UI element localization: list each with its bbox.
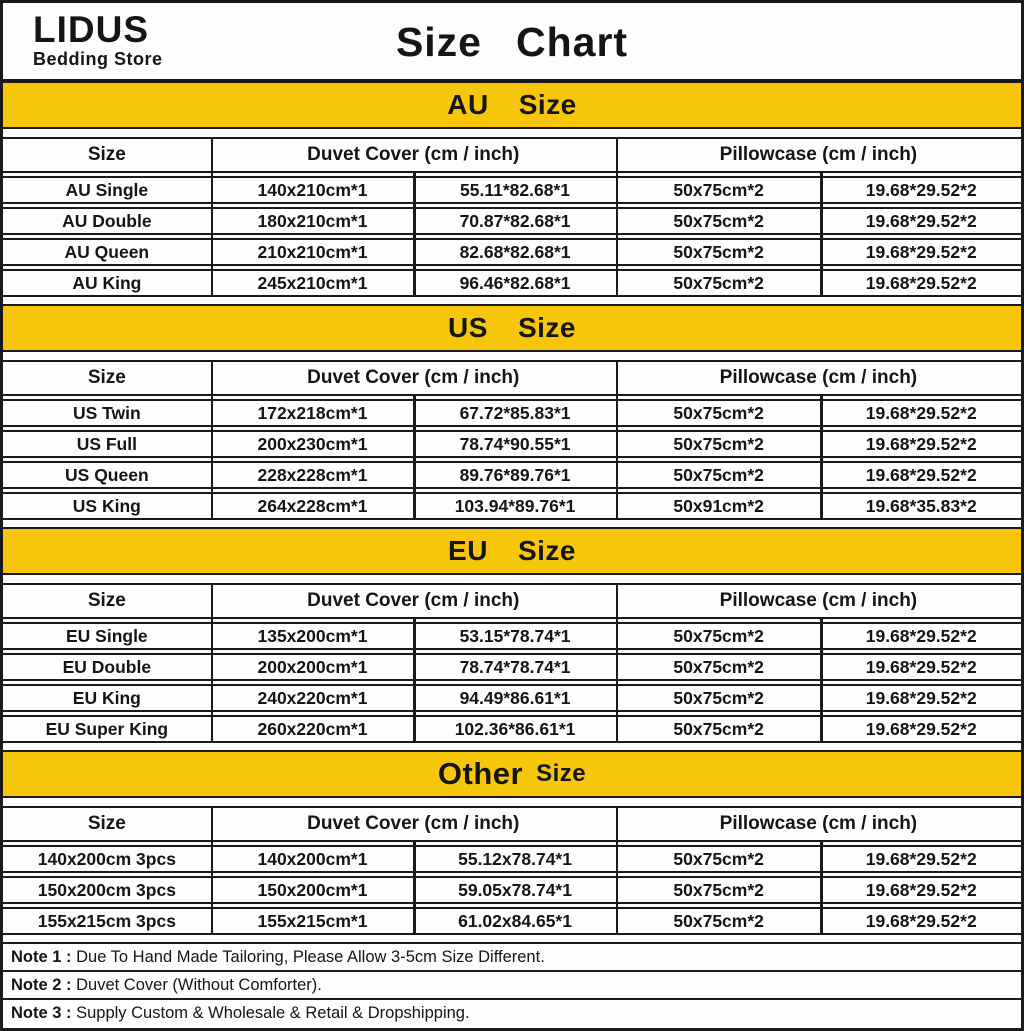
- pillowcase-cm-cell: 50x75cm*2: [673, 433, 764, 454]
- size-cell: EU King: [72, 687, 141, 708]
- pillowcase-inch-cell: 19.68*29.52*2: [865, 464, 977, 485]
- au-size-section: [3, 81, 1021, 297]
- table-row: [3, 238, 1021, 266]
- size-cell: US Twin: [72, 402, 141, 423]
- pillowcase-cm-cell: 50x75cm*2: [673, 848, 764, 869]
- other-size-table: [3, 806, 1021, 935]
- duvet-cm-cell: 140x200cm*1: [257, 848, 368, 869]
- brand-name: LIDUS: [33, 9, 149, 50]
- pillowcase-inch-cell: 19.68*29.52*2: [865, 272, 977, 293]
- pillowcase-inch-cell: 19.68*35.83*2: [865, 495, 977, 516]
- size-column-header: Size: [87, 813, 126, 834]
- table-row: [3, 907, 1021, 935]
- column-divider: [211, 583, 213, 743]
- banner-region-label: AU: [447, 89, 489, 120]
- column-divider: [413, 396, 416, 520]
- duvet-inch-cell: 78.74*78.74*1: [459, 656, 571, 677]
- pillowcase-inch-cell: 19.68*29.52*2: [865, 241, 977, 262]
- table-row: [3, 715, 1021, 743]
- note-row: [3, 972, 1021, 1000]
- duvet-cover-column-header: Duvet Cover (cm / inch): [307, 813, 520, 834]
- page-header: [3, 3, 1021, 81]
- size-column-header: Size: [87, 144, 126, 165]
- duvet-cm-cell: 135x200cm*1: [257, 625, 368, 646]
- pillowcase-cm-cell: 50x75cm*2: [673, 879, 764, 900]
- duvet-cm-cell: 180x210cm*1: [257, 210, 368, 231]
- duvet-inch-cell: 94.49*86.61*1: [459, 687, 571, 708]
- duvet-cm-cell: 200x230cm*1: [257, 433, 368, 454]
- au-size-table: [3, 137, 1021, 297]
- duvet-inch-cell: 67.72*85.83*1: [459, 402, 571, 423]
- pillowcase-inch-cell: 19.68*29.52*2: [865, 625, 977, 646]
- pillowcase-inch-cell: 19.68*29.52*2: [865, 402, 977, 423]
- duvet-cm-cell: 155x215cm*1: [257, 910, 368, 931]
- size-column-header: Size: [87, 367, 126, 388]
- size-cell: US Full: [76, 433, 137, 454]
- duvet-inch-cell: 102.36*86.61*1: [454, 718, 576, 739]
- duvet-inch-cell: 70.87*82.68*1: [459, 210, 571, 231]
- other-size-banner: [3, 750, 1021, 798]
- pillowcase-cm-cell: 50x75cm*2: [673, 402, 764, 423]
- us-size-section: [3, 304, 1021, 520]
- duvet-cm-cell: 140x210cm*1: [257, 179, 368, 200]
- size-cell: EU Double: [62, 656, 152, 677]
- duvet-inch-cell: 53.15*78.74*1: [459, 625, 571, 646]
- column-divider: [820, 619, 823, 743]
- pillowcase-cm-cell: 50x75cm*2: [673, 464, 764, 485]
- duvet-inch-cell: 96.46*82.68*1: [459, 272, 571, 293]
- column-divider: [211, 806, 213, 935]
- pillowcase-inch-cell: 19.68*29.52*2: [865, 433, 977, 454]
- size-cell: AU Queen: [64, 241, 150, 262]
- banner-size-label: Size: [517, 312, 576, 343]
- size-cell: EU Single: [65, 625, 148, 646]
- duvet-inch-cell: 59.05x78.74*1: [458, 879, 572, 900]
- note-label: Note 3 :: [11, 1004, 72, 1022]
- pillowcase-inch-cell: 19.68*29.52*2: [865, 910, 977, 931]
- duvet-cm-cell: 228x228cm*1: [257, 464, 368, 485]
- brand-subtitle: Bedding Store: [33, 49, 163, 69]
- duvet-inch-cell: 89.76*89.76*1: [459, 464, 571, 485]
- other-size-section: [3, 750, 1021, 935]
- column-divider: [211, 360, 213, 520]
- pillowcase-column-header: Pillowcase (cm / inch): [719, 367, 918, 388]
- duvet-cover-column-header: Duvet Cover (cm / inch): [307, 367, 520, 388]
- column-divider: [616, 583, 618, 743]
- column-divider: [820, 173, 823, 297]
- pillowcase-cm-cell: 50x75cm*2: [673, 625, 764, 646]
- column-header-row: [3, 806, 1021, 842]
- size-cell: US Queen: [65, 464, 149, 485]
- note-label: Note 1 :: [11, 948, 72, 966]
- duvet-cm-cell: 245x210cm*1: [257, 272, 368, 293]
- note-label: Note 2 :: [11, 976, 72, 994]
- size-cell: US King: [72, 495, 141, 516]
- size-cell: AU Double: [62, 210, 152, 231]
- banner-region-label: Other: [437, 756, 524, 791]
- au-size-banner: [3, 81, 1021, 129]
- table-row: [3, 492, 1021, 520]
- column-divider: [413, 173, 416, 297]
- column-header-row: [3, 137, 1021, 173]
- table-row: [3, 399, 1021, 427]
- size-cell: 155x215cm 3pcs: [37, 910, 176, 931]
- pillowcase-cm-cell: 50x75cm*2: [673, 687, 764, 708]
- table-row: [3, 461, 1021, 489]
- pillowcase-inch-cell: 19.68*29.52*2: [865, 210, 977, 231]
- title-word-size: Size: [395, 19, 482, 65]
- pillowcase-column-header: Pillowcase (cm / inch): [719, 813, 918, 834]
- notes-box: [3, 942, 1021, 1028]
- note-text: Duvet Cover (Without Comforter).: [76, 976, 322, 994]
- duvet-inch-cell: 55.12x78.74*1: [458, 848, 572, 869]
- column-header-row: [3, 360, 1021, 396]
- column-divider: [413, 619, 416, 743]
- column-divider: [211, 137, 213, 297]
- table-row: [3, 269, 1021, 297]
- pillowcase-cm-cell: 50x75cm*2: [673, 210, 764, 231]
- table-row: [3, 684, 1021, 712]
- title-word-chart: Chart: [515, 19, 629, 65]
- eu-size-section: [3, 527, 1021, 743]
- table-row: [3, 176, 1021, 204]
- pillowcase-column-header: Pillowcase (cm / inch): [719, 144, 918, 165]
- duvet-inch-cell: 78.74*90.55*1: [459, 433, 571, 454]
- duvet-cover-column-header: Duvet Cover (cm / inch): [307, 590, 520, 611]
- banner-size-label: Size: [536, 760, 587, 787]
- pillowcase-cm-cell: 50x75cm*2: [673, 718, 764, 739]
- duvet-inch-cell: 55.11*82.68*1: [460, 179, 571, 200]
- column-divider: [413, 842, 416, 935]
- pillowcase-inch-cell: 19.68*29.52*2: [865, 718, 977, 739]
- banner-size-label: Size: [518, 89, 577, 120]
- banner-size-label: Size: [517, 535, 576, 566]
- pillowcase-cm-cell: 50x75cm*2: [673, 241, 764, 262]
- size-cell: EU Super King: [45, 718, 169, 739]
- duvet-cm-cell: 150x200cm*1: [257, 879, 368, 900]
- page-title: [3, 19, 1021, 69]
- eu-size-table: [3, 583, 1021, 743]
- duvet-cm-cell: 210x210cm*1: [257, 241, 368, 262]
- us-size-banner: [3, 304, 1021, 352]
- pillowcase-inch-cell: 19.68*29.52*2: [865, 848, 977, 869]
- note-row: [3, 944, 1021, 972]
- duvet-cm-cell: 200x200cm*1: [257, 656, 368, 677]
- column-header-row: [3, 583, 1021, 619]
- duvet-cm-cell: 260x220cm*1: [257, 718, 368, 739]
- table-row: [3, 430, 1021, 458]
- pillowcase-cm-cell: 50x91cm*2: [673, 495, 764, 516]
- note-text: Supply Custom & Wholesale & Retail & Dropshipping.: [76, 1004, 470, 1022]
- banner-region-label: US: [448, 312, 488, 343]
- note-text: Due To Hand Made Tailoring, Please Allow 3-5cm Size Different.: [76, 948, 545, 966]
- eu-size-banner: [3, 527, 1021, 575]
- duvet-inch-cell: 61.02x84.65*1: [458, 910, 572, 931]
- pillowcase-cm-cell: 50x75cm*2: [673, 656, 764, 677]
- table-row: [3, 622, 1021, 650]
- duvet-cover-column-header: Duvet Cover (cm / inch): [307, 144, 520, 165]
- table-row: [3, 876, 1021, 904]
- us-size-table: [3, 360, 1021, 520]
- pillowcase-inch-cell: 19.68*29.52*2: [865, 179, 977, 200]
- pillowcase-column-header: Pillowcase (cm / inch): [719, 590, 918, 611]
- pillowcase-cm-cell: 50x75cm*2: [673, 910, 764, 931]
- pillowcase-inch-cell: 19.68*29.52*2: [865, 656, 977, 677]
- column-divider: [616, 806, 618, 935]
- table-row: [3, 653, 1021, 681]
- size-cell: 150x200cm 3pcs: [37, 879, 176, 900]
- banner-region-label: EU: [448, 535, 488, 566]
- column-divider: [616, 360, 618, 520]
- duvet-cm-cell: 240x220cm*1: [257, 687, 368, 708]
- duvet-inch-cell: 103.94*89.76*1: [454, 495, 576, 516]
- size-cell: AU Single: [65, 179, 149, 200]
- table-row: [3, 207, 1021, 235]
- duvet-inch-cell: 82.68*82.68*1: [459, 241, 571, 262]
- pillowcase-inch-cell: 19.68*29.52*2: [865, 687, 977, 708]
- pillowcase-inch-cell: 19.68*29.52*2: [865, 879, 977, 900]
- size-column-header: Size: [87, 590, 126, 611]
- table-row: [3, 845, 1021, 873]
- size-cell: AU King: [72, 272, 142, 293]
- duvet-cm-cell: 172x218cm*1: [257, 402, 368, 423]
- size-cell: 140x200cm 3pcs: [37, 848, 176, 869]
- duvet-cm-cell: 264x228cm*1: [257, 495, 368, 516]
- column-divider: [820, 396, 823, 520]
- column-divider: [820, 842, 823, 935]
- pillowcase-cm-cell: 50x75cm*2: [673, 179, 764, 200]
- pillowcase-cm-cell: 50x75cm*2: [673, 272, 764, 293]
- column-divider: [616, 137, 618, 297]
